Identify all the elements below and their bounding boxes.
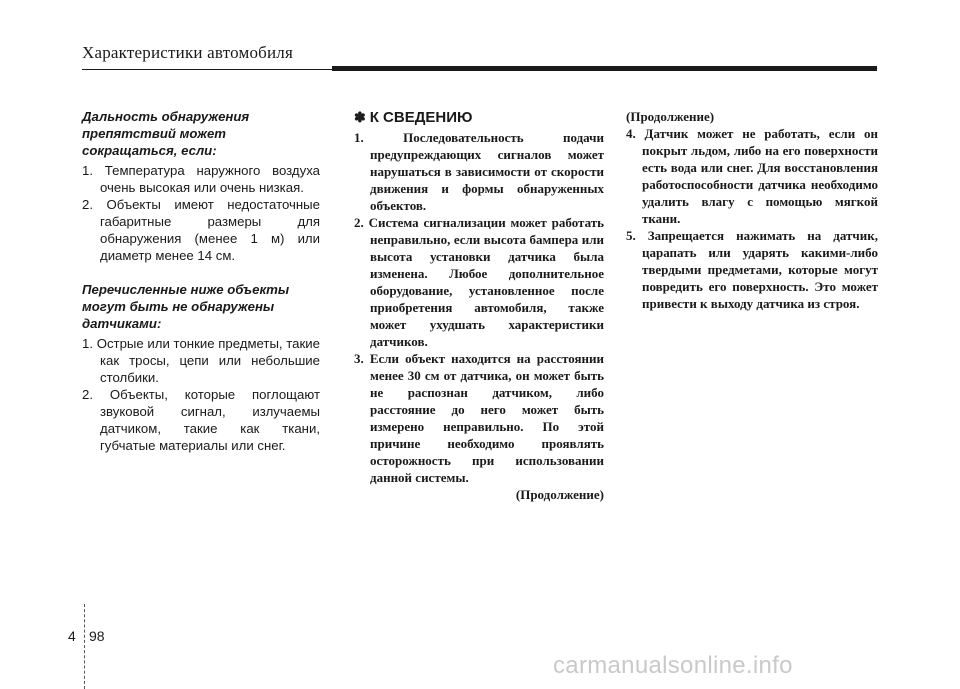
list-item: 2. Объекты имеют недостаточные габаритные размеры для обнаружения (менее 1 м) или диаметр менее 14 см. [82, 197, 320, 263]
undetected-objects-list [82, 335, 320, 454]
continued-label: (Продолжение) [515, 487, 604, 502]
list-item: 1. Острые или тонкие предметы, такие как тросы, цепи или небольшие столбики. [82, 336, 320, 385]
list-item: 1. Последовательность подачи предупреждающих сигналов может нарушаться в зависимости от скорости движения и формы обнаруженных объектов. [354, 130, 604, 213]
note-star-icon: ✽ [354, 109, 366, 125]
list-item: 2. Система сигнализации может работать неправильно, если высота бампера или высота установки датчика была изменена. Любое дополнительное оборудование, установленное после приобретения автомобиля, также может ухудшать характеристики датчиков. [354, 215, 604, 349]
column-middle [354, 108, 604, 503]
list-item: 4. Датчик может не работать, если он покрыт льдом, либо на его поверхности есть вода или снег. Для восстановления работоспособности датчика необходимо удалить влагу с помощью мягкой ткани. [626, 126, 878, 226]
column-right [626, 108, 878, 329]
section-heading-undetected: Перечисленные ниже объекты могут быть не обнаружены датчиками: [82, 282, 290, 331]
list-item: 1. Температура наружного воздуха очень высокая или очень низкая. [82, 163, 320, 195]
list-item: 2. Объекты, которые поглощают звуковой сигнал, излучаемы датчиком, такие как ткани, губчатые материалы или снег. [82, 387, 320, 453]
page-number: 98 [89, 628, 105, 644]
list-item: 5. Запрещается нажимать на датчик, царапать или ударять какими-либо твердыми предметами, которые могут повредить его поверхность. Это может привести к выходу датчика из строя. [626, 228, 878, 311]
note-list-continued [626, 125, 878, 312]
list-item: 3. Если объект находится на расстоянии менее 30 см от датчика, он может быть не распознан датчиком, либо расстояние до него может быть измерено неправильно. По этой причине необходимо проявлять осторожность при использовании данной системы. [354, 351, 604, 485]
column-left [82, 108, 320, 471]
note-heading [354, 108, 604, 127]
note-list [354, 129, 604, 486]
range-conditions-list [82, 162, 320, 264]
header-rule-thick [332, 66, 877, 71]
note-title-text: К СВЕДЕНИЮ [369, 109, 473, 126]
section-heading-range: Дальность обнаружения препятствий может сокращаться, если: [82, 109, 250, 158]
footer-divider [84, 604, 85, 689]
chapter-number: 4 [68, 628, 76, 644]
continued-header: (Продолжение) [626, 109, 715, 124]
watermark: carmanualsonline.info [553, 652, 793, 679]
header-rule-thin [82, 69, 332, 70]
page-header-title: Характеристики автомобиля [82, 43, 293, 62]
